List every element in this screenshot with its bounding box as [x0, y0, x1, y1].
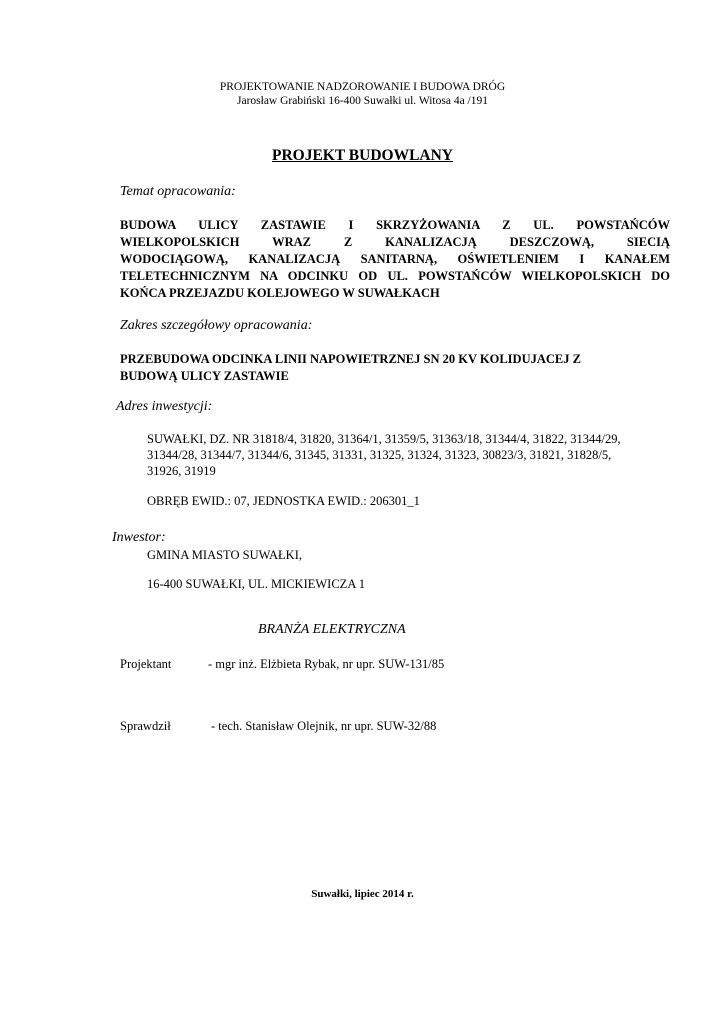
header-address: Jarosław Grabiński 16-400 Suwałki ul. Witosa 4a /191	[236, 95, 489, 107]
parcel-line-2: 31344/28, 31344/7, 31344/6, 31345, 31331, 31325, 31324, 31323, 30823/3, 31821, 31828/5,	[147, 448, 612, 462]
designer-value: - mgr inż. Elżbieta Rybak, nr upr. SUW-131/85	[208, 657, 445, 671]
precinct-text: OBRĘB EWID.: 07, JEDNOSTKA EWID.: 206301_1	[147, 494, 420, 508]
checker-value: - tech. Stanisław Olejnik, nr upr. SUW-32/88	[211, 719, 437, 733]
footer-place-date: Suwałki, lipiec 2014 r.	[311, 888, 414, 900]
subject-line-2: WIELKOPOLSKICH WRAZ Z KANALIZACJĄ DESZCZOWĄ, SIECIĄ	[120, 235, 670, 249]
scope-text	[120, 351, 680, 385]
address-label: Adres inwestycji:	[116, 399, 213, 414]
subject-text	[120, 217, 670, 302]
subject-line-5: KOŃCA PRZEJAZDU KOLEJOWEGO W SUWAŁKACH	[120, 286, 440, 300]
parcel-line-1: SUWAŁKI, DZ. NR 31818/4, 31820, 31364/1, 31359/5, 31363/18, 31344/4, 31822, 31344/29,	[147, 432, 621, 446]
scope-line-2: BUDOWĄ ULICY ZASTAWIE	[120, 369, 289, 383]
scope-line-1: PRZEBUDOWA ODCINKA LINII NAPOWIETRZNEJ SN 20 KV KOLIDUJACEJ Z	[120, 352, 581, 366]
parcel-line-3: 31926, 31919	[147, 464, 216, 478]
subject-line-4: TELETECHNICZNYM NA ODCINKU OD UL. POWSTAŃCÓW WIELKOPOLSKICH DO	[120, 269, 670, 283]
subject-line-3: WODOCIĄGOWĄ, KANALIZACJĄ SANITARNĄ, OŚWIETLENIEM I KANAŁEM	[120, 252, 670, 266]
branch-title: BRANŻA ELEKTRYCZNA	[258, 622, 406, 637]
designer-role: Projektant	[120, 657, 172, 671]
header-company: PROJEKTOWANIE NADZOROWANIE I BUDOWA DRÓG	[219, 81, 506, 93]
checker-role: Sprawdził	[120, 719, 171, 733]
subject-line-1: BUDOWA ULICY ZASTAWIE I SKRZYŻOWANIA Z UL. POWSTAŃCÓW	[120, 218, 670, 232]
parcel-list	[147, 431, 687, 479]
document-title: PROJEKT BUDOWLANY	[272, 147, 453, 164]
investor-address: 16-400 SUWAŁKI, UL. MICKIEWICZA 1	[147, 577, 366, 591]
investor-label: Inwestor:	[112, 530, 166, 545]
subject-label: Temat opracowania:	[120, 184, 236, 199]
investor-name: GMINA MIASTO SUWAŁKI,	[147, 548, 302, 562]
scope-label: Zakres szczegółowy opracowania:	[120, 318, 313, 333]
